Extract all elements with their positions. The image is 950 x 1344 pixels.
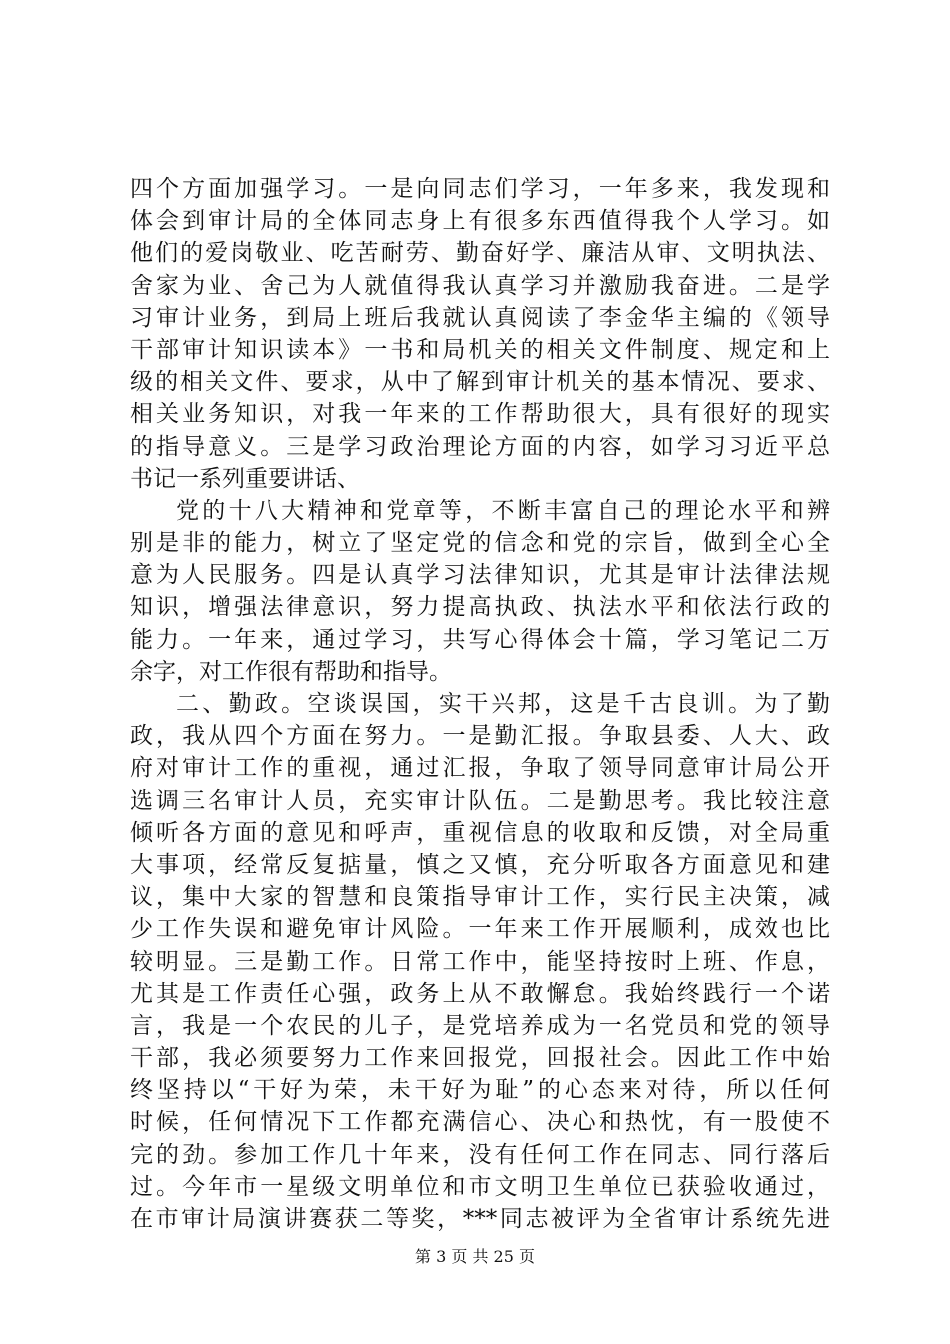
text-line: 少工作失误和避免审计风险。一年来工作开展顺利，成效也比 xyxy=(130,916,830,943)
text-line: 较明显。三是勤工作。日常工作中，能坚持按时上班、作息， xyxy=(130,948,830,975)
text-line: 尤其是工作责任心强，政务上从不敢懈怠。我始终践行一个诺 xyxy=(130,980,830,1007)
text-line: 体会到审计局的全体同志身上有很多东西值得我个人学习。如 xyxy=(130,208,830,235)
text-line: 舍家为业、舍己为人就值得我认真学习并激励我奋进。二是学 xyxy=(130,272,830,299)
text-line: 干部审计知识读本》一书和局机关的相关文件制度、规定和上 xyxy=(130,336,830,363)
text-line: 终坚持以“干好为荣，未干好为耻”的心态来对待，所以任何 xyxy=(130,1077,830,1104)
paragraph-first-line: 党的十八大精神和党章等，不断丰富自己的理论水平和辨 xyxy=(176,497,830,524)
text-line: 能力。一年来，通过学习，共写心得体会十篇，学习笔记二万 xyxy=(130,626,830,653)
text-line: 言，我是一个农民的儿子，是党培养成为一名党员和党的领导 xyxy=(130,1012,830,1039)
text-line: 在市审计局演讲赛获二等奖，***同志被评为全省审计系统先进 xyxy=(130,1206,830,1232)
text-line: 倾听各方面的意见和呼声，重视信息的收取和反馈，对全局重 xyxy=(130,819,830,846)
text-line: 级的相关文件、要求，从中了解到审计机关的基本情况、要求、 xyxy=(130,369,830,396)
text-line: 过。今年市一星级文明单位和市文明卫生单位已获验收通过， xyxy=(130,1173,830,1200)
text-line: 时候，任何情况下工作都充满信心、决心和热忱，有一股使不 xyxy=(130,1109,830,1136)
paragraph-first-line: 二、勤政。空谈误国，实干兴邦，这是千古良训。为了勤 xyxy=(176,691,830,717)
text-line: 余字，对工作很有帮助和指导。 xyxy=(130,658,452,685)
text-line: 议，集中大家的智慧和良策指导审计工作，实行民主决策，减 xyxy=(130,884,830,911)
text-line: 习审计业务，到局上班后我就认真阅读了李金华主编的《领导 xyxy=(130,304,830,331)
text-line: 选调三名审计人员，充实审计队伍。二是勤思考。我比较注意 xyxy=(130,787,830,814)
text-line: 四个方面加强学习。一是向同志们学习，一年多来，我发现和 xyxy=(130,176,830,202)
document-body xyxy=(130,173,830,1235)
text-line: 完的劲。参加工作几十年来，没有任何工作在同志、同行落后 xyxy=(130,1141,830,1168)
text-line: 他们的爱岗敬业、吃苦耐劳、勤奋好学、廉洁从审、文明执法、 xyxy=(130,240,830,267)
text-line: 相关业务知识，对我一年来的工作帮助很大，具有很好的现实 xyxy=(130,401,830,428)
text-line: 别是非的能力，树立了坚定党的信念和党的宗旨，做到全心全 xyxy=(130,530,830,557)
text-line: 书记一系列重要讲话、 xyxy=(130,465,360,492)
text-line: 知识，增强法律意识，努力提高执政、执法水平和依法行政的 xyxy=(130,594,830,621)
text-line: 干部，我必须要努力工作来回报党，回报社会。因此工作中始 xyxy=(130,1045,830,1072)
text-line: 政，我从四个方面在努力。一是勤汇报。争取县委、人大、政 xyxy=(130,723,830,750)
page-number-footer: 第 3 页 共 25 页 xyxy=(415,1247,535,1266)
text-line: 大事项，经常反复掂量，慎之又慎，充分听取各方面意见和建 xyxy=(130,851,830,878)
text-line: 的指导意义。三是学习政治理论方面的内容，如学习习近平总 xyxy=(130,433,830,460)
text-line: 府对审计工作的重视，通过汇报，争取了领导同意审计局公开 xyxy=(130,755,830,782)
text-line: 意为人民服务。四是认真学习法律知识，尤其是审计法律法规 xyxy=(130,562,830,589)
